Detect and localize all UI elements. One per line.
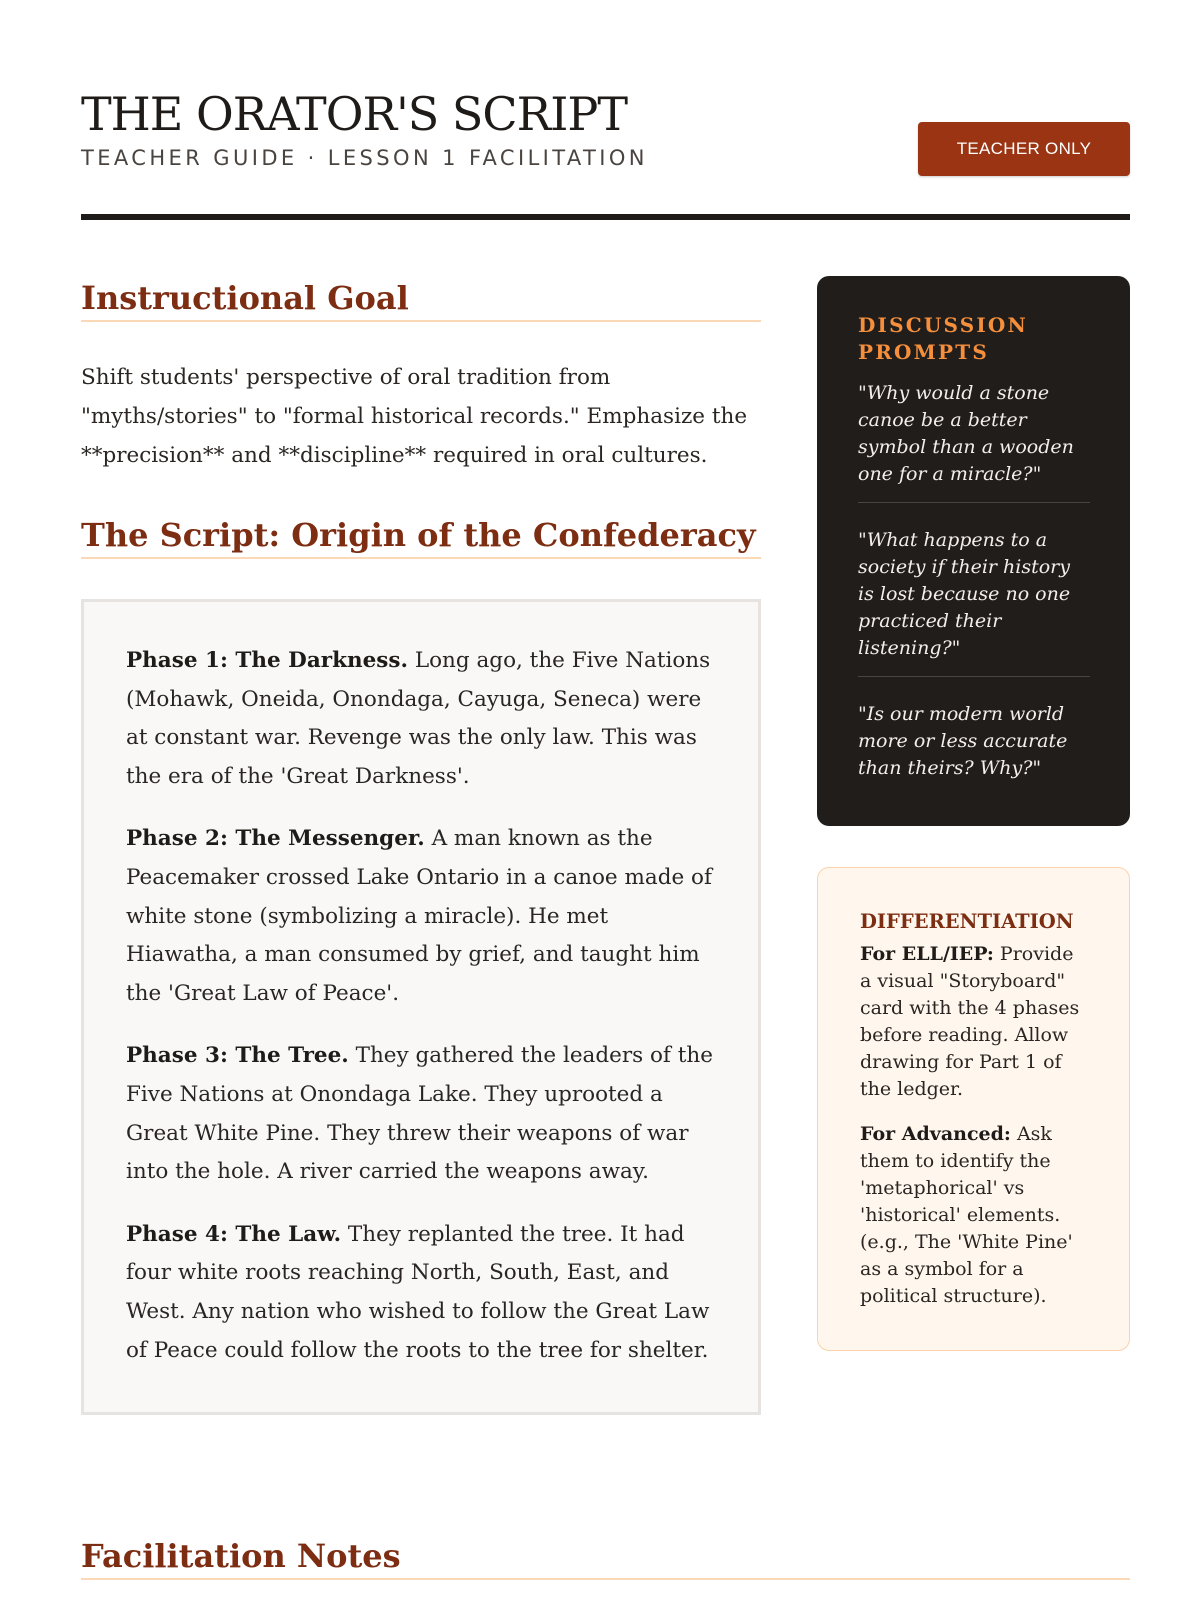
instructional-goal-heading: Instructional Goal: [81, 276, 761, 322]
teacher-only-badge: TEACHER ONLY: [918, 122, 1130, 176]
differentiation-advanced: [860, 1121, 1089, 1310]
differentiation-ell-iep: [860, 941, 1089, 1103]
phase-1-label: Phase 1: The Darkness.: [126, 648, 408, 673]
phase-3: [126, 1037, 718, 1191]
differentiation-ell-iep-label: For ELL/IEP:: [860, 943, 994, 965]
facilitation-notes-heading: Facilitation Notes: [81, 1534, 1130, 1580]
phase-3-label: Phase 3: The Tree.: [126, 1043, 349, 1069]
phase-2-label: Phase 2: The Messenger.: [126, 826, 425, 852]
script-box: [81, 599, 761, 1415]
discussion-prompt: "What happens to a society if their history is lost because no one practiced their listening?": [858, 523, 1090, 677]
phase-4-label: Phase 4: The Law.: [126, 1221, 342, 1247]
page-subtitle: TEACHER GUIDE · LESSON 1 FACILITATION: [81, 146, 648, 170]
page-title: THE ORATOR'S SCRIPT: [81, 87, 628, 141]
differentiation-ell-iep-text: Provide a visual "Storyboard" card with the 4 phases before reading. Allow drawing for Part 1 of the ledger.: [860, 943, 1080, 1100]
teacher-guide-page: [81, 0, 1130, 1600]
instructional-goal-text: Shift students' perspective of oral tradition from "myths/stories" to "formal historical records." Emphasize the **precision** and **discipline** required in oral cultures.: [81, 365, 748, 468]
sidebar: [817, 276, 1130, 1351]
header-divider: [81, 214, 1130, 220]
discussion-prompts-label: DISCUSSION PROMPTS: [858, 313, 1029, 364]
page-header: [81, 86, 1130, 222]
phase-4: [126, 1216, 718, 1370]
differentiation-label: DIFFERENTIATION: [860, 910, 1074, 933]
phase-2-text: A man known as the Peacemaker crossed Lake Ontario in a canoe made of white stone (symbolizing a miracle). He met Hiawatha, a man consumed by grief, and taught him the 'Great Law of Peace'.: [126, 826, 712, 1006]
differentiation-advanced-label: For Advanced:: [860, 1123, 1011, 1145]
differentiation-advanced-text: Ask them to identify the 'metaphorical' vs 'historical' elements. (e.g., The 'White Pine' as a symbol for a political structure).: [860, 1123, 1073, 1307]
main-column: [81, 276, 761, 1415]
phase-1-text: Long ago, the Five Nations (Mohawk, Oneida, Onondaga, Cayuga, Seneca) were at constant war. Revenge was the only law. This was the era of the 'Great Darkness'.: [126, 648, 711, 789]
discussion-prompt: "Why would a stone canoe be a better symbol than a wooden one for a miracle?": [858, 376, 1090, 503]
phase-1: [126, 642, 718, 796]
differentiation-card: [817, 867, 1130, 1351]
phase-2: [126, 820, 718, 1013]
discussion-prompt: "Is our modern world more or less accurate than theirs? Why?": [858, 703, 1068, 779]
phase-3-text: They gathered the leaders of the Five Nations at Onondaga Lake. They uprooted a Great White Pine. They threw their weapons of war into the hole. A river carried the weapons away.: [126, 1043, 713, 1185]
phase-4-text: They replanted the tree. It had four white roots reaching North, South, East, and West. Any nation who wished to follow the Great Law of Peace could follow the roots to the tree for shelter.: [126, 1221, 710, 1363]
discussion-prompts-card: [817, 276, 1130, 826]
script-heading: The Script: Origin of the Confederacy: [81, 513, 761, 559]
